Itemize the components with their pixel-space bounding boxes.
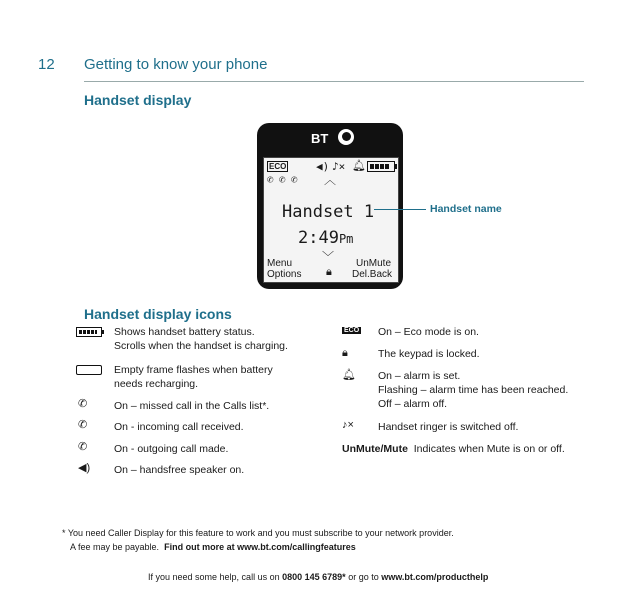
footnote-line2: A fee may be payable. Find out more at www.bt.com/callingfeatures	[70, 542, 356, 552]
legend-battery: Shows handset battery status. Scrolls when the handset is charging.	[114, 326, 288, 352]
speaker-icon: ◀)	[316, 160, 330, 173]
battery-icon	[367, 161, 395, 172]
outgoing-call-icon: ✆	[279, 173, 286, 186]
screen-time: 2:49Pm	[298, 228, 354, 248]
legend-incoming-call: On - incoming call received.	[114, 421, 244, 433]
header-divider	[84, 81, 584, 82]
legend-unmute: UnMute/Mute Indicates when Mute is on or off.	[342, 443, 565, 455]
product-help-link[interactable]: www.bt.com/producthelp	[381, 572, 489, 582]
missed-call-icon: ✆	[78, 398, 88, 410]
legend-eco: On – Eco mode is on.	[378, 326, 479, 338]
outgoing-call-icon: ✆	[78, 441, 88, 453]
softkey-menu: Menu	[267, 258, 293, 269]
ringer-off-icon: ♪×	[342, 419, 354, 431]
section-heading-display: Handset display	[84, 92, 192, 108]
softkey-delback: Del.Back	[352, 269, 393, 280]
section-heading-icons: Handset display icons	[84, 306, 232, 322]
eco-icon: ECO	[344, 327, 360, 334]
missed-call-icon: ✆	[267, 173, 274, 186]
help-phone-number: 0800 145 6789*	[282, 572, 346, 582]
calling-features-link[interactable]: Find out more at www.bt.com/callingfeatures	[164, 542, 356, 552]
page-footer: If you need some help, call us on 0800 145 6789* or go to www.bt.com/producthelp	[148, 572, 489, 582]
bt-globe-icon	[338, 129, 354, 145]
legend-outgoing-call: On - outgoing call made.	[114, 443, 229, 455]
alarm-icon: 🔔︎	[352, 159, 366, 172]
legend-missed-call: On – missed call in the Calls list*.	[114, 400, 270, 412]
footnote-line1: * You need Caller Display for this feature to work and you must subscribe to your network provider.	[62, 528, 454, 538]
alarm-icon: 🔔︎	[342, 369, 356, 381]
lock-icon: 🔒︎	[326, 265, 332, 278]
eco-indicator: ECO	[269, 162, 287, 171]
softkey-unmute: UnMute	[356, 258, 392, 269]
callout-line	[374, 209, 426, 210]
callout-handset-name: Handset name	[430, 203, 502, 215]
lock-icon: 🔒︎	[342, 347, 348, 359]
legend-battery-empty: Empty frame flashes when battery needs recharging.	[114, 364, 273, 390]
legend-lock: The keypad is locked.	[378, 348, 480, 360]
legend-speaker: On – handsfree speaker on.	[114, 464, 245, 476]
bt-logo: BT	[311, 131, 329, 146]
scroll-down-icon: ﹀	[322, 250, 335, 264]
speaker-icon: ◀)	[78, 462, 91, 474]
chapter-title: Getting to know your phone	[84, 56, 268, 73]
scroll-up-icon: ︿	[324, 173, 337, 187]
handset-illustration	[257, 123, 403, 289]
battery-full-icon	[76, 327, 102, 337]
legend-alarm: On – alarm is set. Flashing – alarm time has been reached. Off – alarm off.	[378, 370, 569, 410]
battery-empty-icon	[76, 365, 102, 375]
handset-screen	[263, 157, 399, 283]
screen-handset-name: Handset 1	[282, 202, 375, 222]
page-number: 12	[38, 56, 55, 73]
incoming-call-icon: ✆	[291, 173, 298, 186]
incoming-call-icon: ✆	[78, 419, 88, 431]
legend-ringer-off: Handset ringer is switched off.	[378, 421, 519, 433]
ringer-off-icon: ♪×	[332, 160, 346, 173]
softkey-options: Options	[267, 269, 302, 280]
